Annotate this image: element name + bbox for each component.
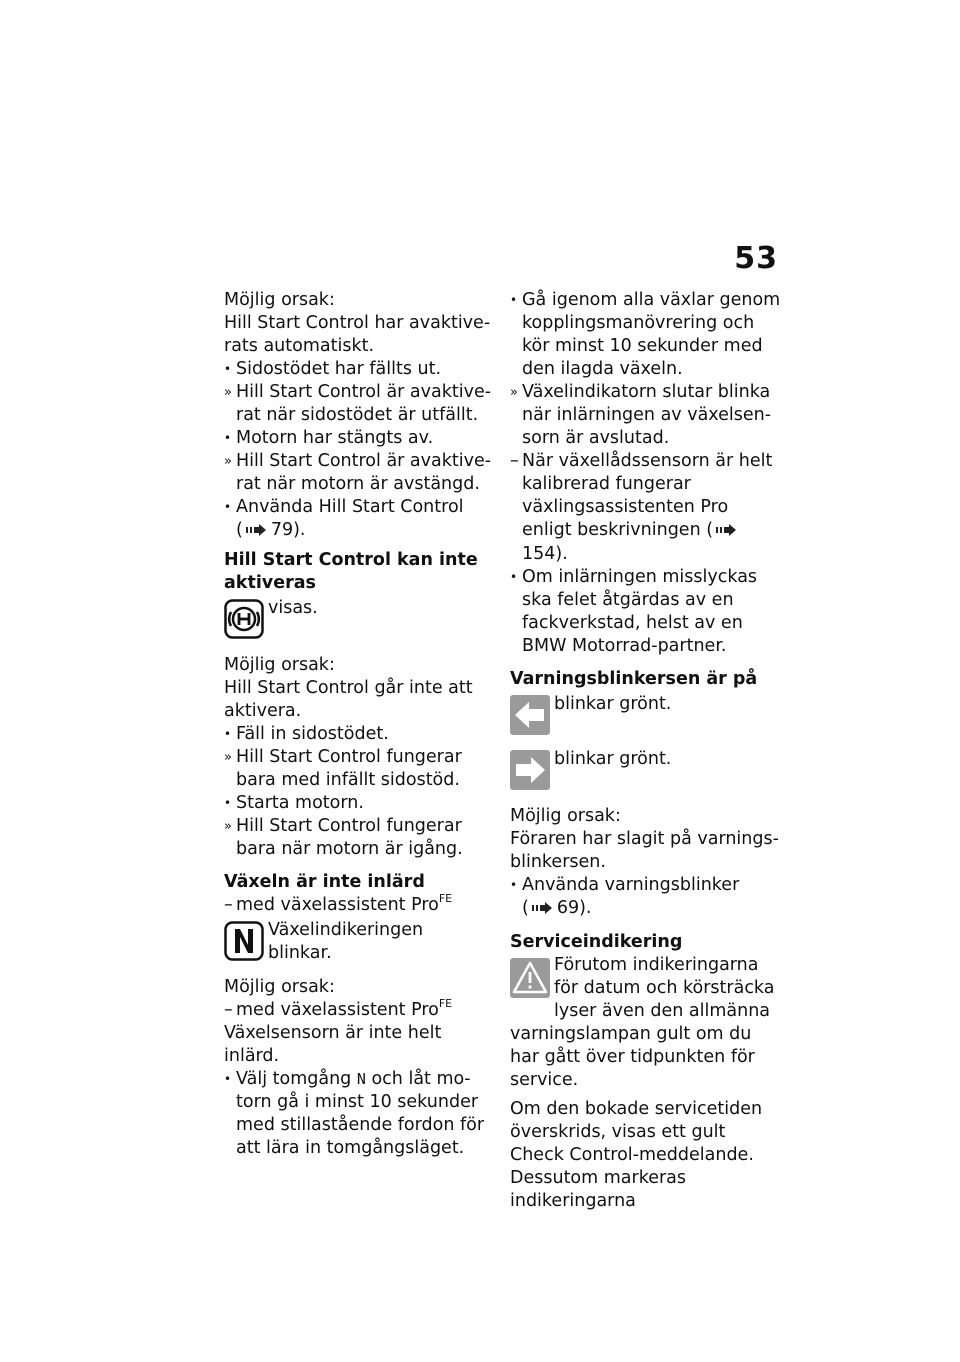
- page-number: 53: [734, 241, 778, 276]
- cause-label: Möjlig orsak:: [510, 806, 621, 826]
- list-item: • Om inlärningen misslyckas ska felet åtgärdas av en fackverkstad, helst av en BMW Motorrad-partner.: [510, 567, 758, 656]
- page-reference-arrow-icon[interactable]: [531, 898, 553, 921]
- list-item: • Motorn har stängts av.: [224, 428, 434, 448]
- turn-signal-right-icon: [510, 750, 550, 797]
- dash-icon: –: [510, 451, 519, 471]
- cause-label: Möjlig orsak:: [224, 290, 335, 310]
- list-item: • Använda varningsblinker ( 69).: [510, 874, 782, 921]
- bullet-icon: •: [510, 293, 518, 307]
- section-heading: Växeln är inte inlärd: [224, 872, 425, 892]
- page-reference-arrow-icon[interactable]: [245, 520, 267, 543]
- neutral-symbol: N: [356, 1070, 366, 1088]
- bullet-icon: •: [224, 500, 232, 514]
- section-heading: Hill Start Control kan inte aktiveras: [224, 550, 478, 593]
- dash-icon: –: [224, 1000, 233, 1020]
- cause-text: Hill Start Control går inte att aktivera.: [224, 678, 473, 721]
- section-heading: Varningsblinkersen är på: [510, 669, 758, 689]
- bullet-icon: •: [510, 878, 518, 892]
- result-item: » Hill Start Control är avaktiverat när sidostödet är utfällt.: [224, 382, 492, 425]
- service-paragraph: Förutom indikeringarna för datum och körsträcka lyser även den allmänna varningslampan gult om du har gått över tidpunkten för service.: [510, 955, 775, 1090]
- cause-text: Föraren har slagit på varningsblinkersen.: [510, 829, 779, 872]
- cause-label: Möjlig orsak:: [224, 655, 335, 675]
- bullet-icon: •: [224, 796, 232, 810]
- section-heading: Serviceindikering: [510, 932, 683, 952]
- result-icon: »: [224, 750, 231, 765]
- bullet-icon: •: [510, 570, 518, 584]
- bullet-icon: •: [224, 727, 232, 741]
- result-item: » Hill Start Control är avaktiverat när motorn är avstängd.: [224, 451, 492, 494]
- service-paragraph-2: Om den bokade servicetiden överskrids, visas ett gult Check Control-meddelande. Dessutom markeras indikeringarna: [510, 1099, 763, 1211]
- indicator-line: blinkar grönt.: [510, 693, 782, 742]
- list-item: • Fäll in sidostödet.: [224, 724, 389, 744]
- indicator-line: Växelindikeringen blinkar.: [224, 919, 492, 968]
- cause-text: Växelsensorn är inte helt inlärd.: [224, 1023, 442, 1066]
- result-icon: »: [224, 385, 231, 400]
- right-column: [510, 289, 782, 1213]
- result-item: » Hill Start Control fungerar bara med infällt sidostöd.: [224, 747, 462, 790]
- left-column: [224, 289, 492, 1160]
- result-icon: »: [224, 819, 231, 834]
- result-icon: »: [510, 385, 517, 400]
- condition-line: – med växelassistent Pro$^{FE}$: [224, 892, 453, 915]
- indicator-line: blinkar grönt.: [510, 748, 782, 797]
- condition-line: – med växelassistent Pro$^{FE}$: [224, 997, 453, 1020]
- bullet-icon: •: [224, 362, 232, 376]
- result-icon: »: [224, 454, 231, 469]
- condition-item: – När växellådssensorn är helt kalibrerad fungerar växlingsassistenten Pro enligt beskrivningen (154).: [510, 451, 773, 564]
- list-item: • Välj tomgång N och låt motorn gå i minst 10 sekunder med stillastående fordon för att lära in tomgångsläget.: [224, 1069, 485, 1158]
- list-item: • Starta motorn.: [224, 793, 364, 813]
- list-item: • Använda Hill Start Control ( 79).: [224, 496, 492, 543]
- indicator-line: visas.: [224, 597, 492, 646]
- neutral-gear-icon: [224, 921, 264, 968]
- hill-start-control-icon: [224, 599, 264, 646]
- cause-text: Hill Start Control har avaktiverats automatiskt.: [224, 313, 491, 356]
- bullet-icon: •: [224, 431, 232, 445]
- dash-icon: –: [224, 895, 233, 915]
- turn-signal-left-icon: [510, 695, 550, 742]
- general-warning-icon: [510, 958, 550, 1005]
- result-item: » Växelindikatorn slutar blinka när inlärningen av växelsensorn är avslutad.: [510, 382, 772, 448]
- page-reference-arrow-icon[interactable]: [715, 520, 737, 543]
- list-item: • Sidostödet har fällts ut.: [224, 359, 442, 379]
- list-item: • Gå igenom alla växlar genom kopplingsmanövrering och kör minst 10 sekunder med den ilagda växeln.: [510, 290, 781, 379]
- bullet-icon: •: [224, 1072, 232, 1086]
- result-item: » Hill Start Control fungerar bara när motorn är igång.: [224, 816, 463, 859]
- cause-label: Möjlig orsak:: [224, 977, 335, 997]
